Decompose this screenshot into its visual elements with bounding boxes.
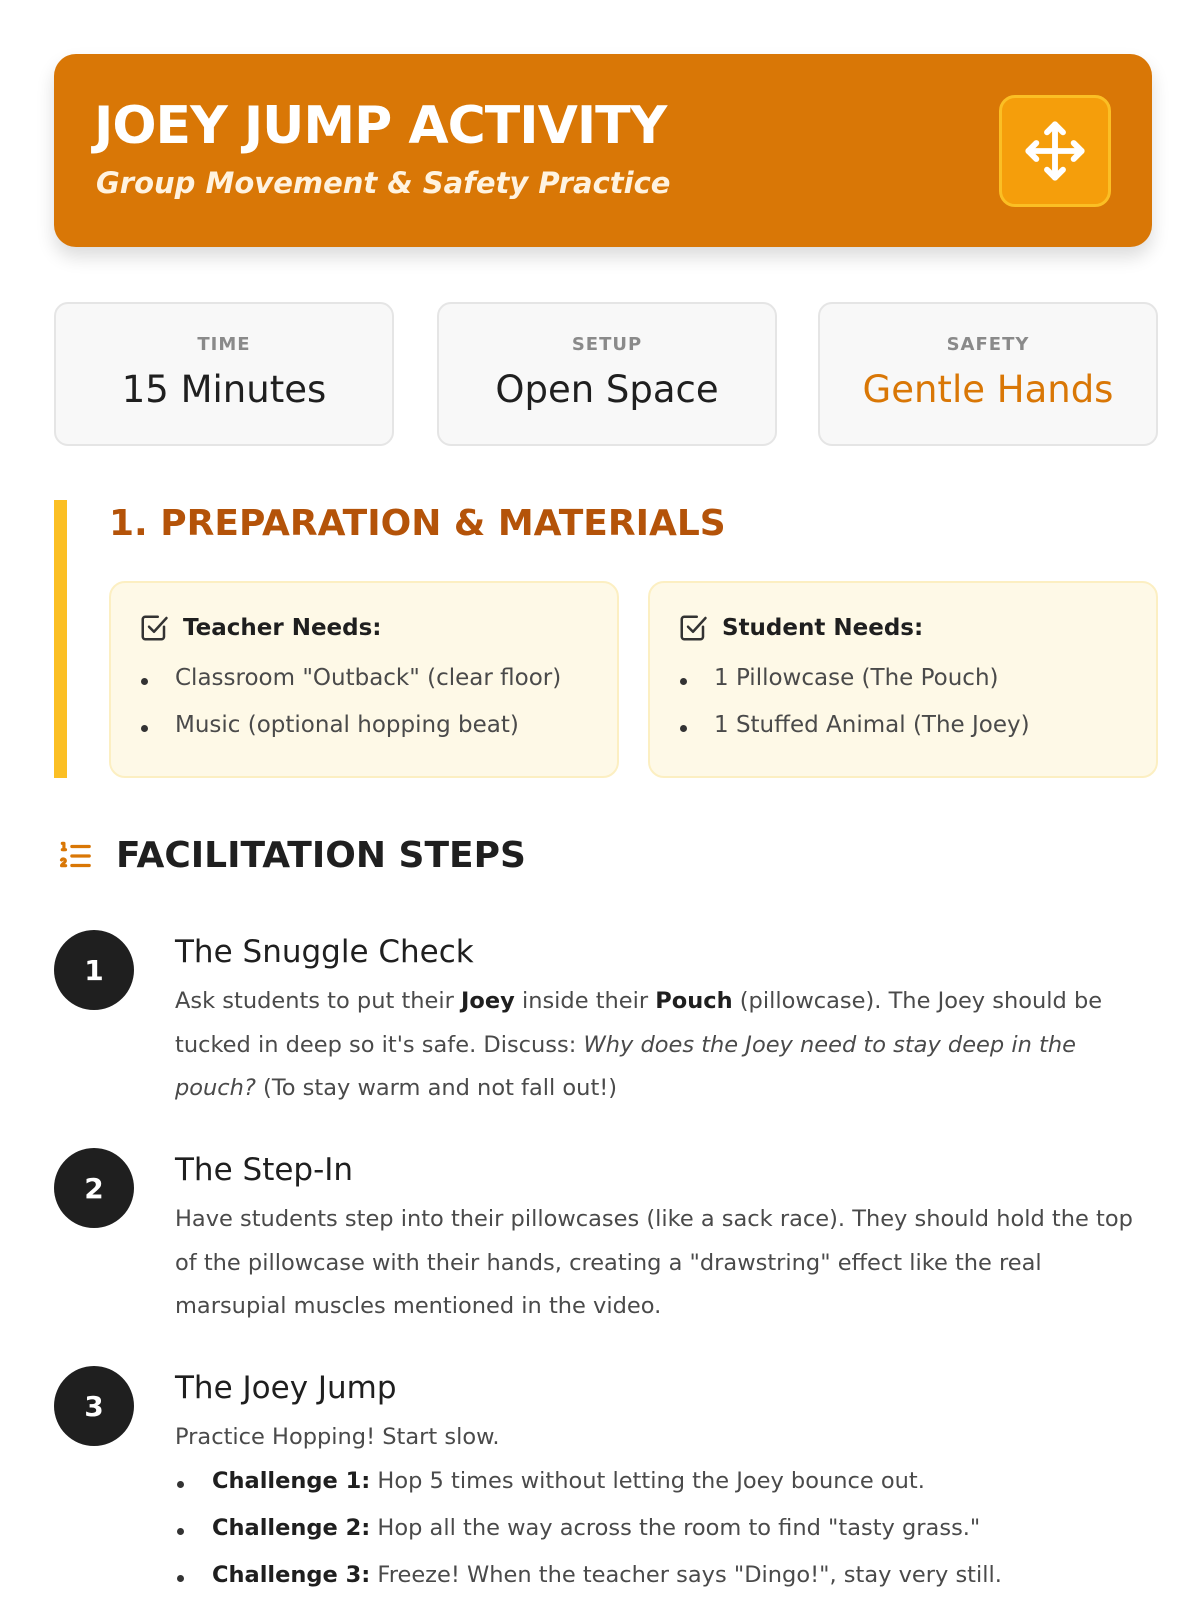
- challenge-label: Challenge 1:: [212, 1468, 371, 1494]
- step-number-badge: 2: [54, 1148, 134, 1228]
- facilitation-header: [56, 835, 526, 876]
- step-number-badge: 3: [54, 1366, 134, 1446]
- stat-card-setup: [437, 302, 777, 446]
- facilitation-heading: FACILITATION STEPS: [116, 835, 526, 876]
- stat-value: Gentle Hands: [862, 368, 1114, 411]
- page-title: JOEY JUMP ACTIVITY: [94, 96, 667, 156]
- stat-card-time: [54, 302, 394, 446]
- step-description: Ask students to put their Joey inside their Pouch (pillowcase). The Joey should be tucked in deep so it's safe. Discuss: Why does the Joey need to stay deep in the pouch? (To stay warm and not fall out!): [175, 988, 1103, 1101]
- teacher-needs-card: [109, 581, 619, 778]
- challenge-item: Challenge 1: Hop 5 times without letting the Joey bounce out.: [175, 1468, 1002, 1515]
- step-number-badge: 1: [54, 930, 134, 1010]
- teacher-needs-heading: Teacher Needs:: [183, 615, 382, 641]
- stat-label: SETUP: [571, 334, 643, 355]
- emphasis-text: Pouch: [655, 988, 733, 1014]
- discussion-question: Why does the Joey need to stay deep in the pouch?: [175, 1031, 1076, 1101]
- step-description: Have students step into their pillowcases (like a sack race). They should hold the top of the pillowcase with their hands, creating a "drawstring" effect like the real marsupial muscles mentioned in the video.: [175, 1206, 1133, 1319]
- checkbox-icon: [139, 613, 169, 643]
- challenge-item: Challenge 3: Freeze! When the teacher says "Dingo!", stay very still.: [175, 1562, 1002, 1600]
- student-needs-card: [648, 581, 1158, 778]
- preparation-heading: 1. PREPARATION & MATERIALS: [109, 503, 726, 544]
- step-description: Practice Hopping! Start slow.: [175, 1424, 500, 1450]
- student-needs-header: [678, 613, 923, 643]
- list-item: 1 Stuffed Animal (The Joey): [678, 712, 1030, 759]
- challenge-label: Challenge 2:: [212, 1515, 371, 1541]
- stat-card-safety: [818, 302, 1158, 446]
- checkbox-icon: [678, 613, 708, 643]
- stat-label: SAFETY: [946, 334, 1030, 355]
- list-item: 1 Pillowcase (The Pouch): [678, 665, 1030, 712]
- section-accent-bar: [54, 500, 67, 778]
- activity-header: [54, 54, 1152, 247]
- move-arrows-icon: [1023, 119, 1087, 183]
- step-title: The Joey Jump: [175, 1370, 397, 1406]
- step-title: The Snuggle Check: [175, 934, 474, 970]
- challenge-label: Challenge 3:: [212, 1562, 371, 1588]
- teacher-needs-list: [139, 665, 561, 759]
- challenge-list: [175, 1468, 1002, 1600]
- teacher-needs-header: [139, 613, 382, 643]
- step-title: The Step-In: [175, 1152, 354, 1188]
- page-subtitle: Group Movement & Safety Practice: [96, 166, 671, 200]
- list-item: Music (optional hopping beat): [139, 712, 561, 759]
- numbered-list-icon: [56, 837, 94, 875]
- list-item: Classroom "Outback" (clear floor): [139, 665, 561, 712]
- student-needs-heading: Student Needs:: [722, 615, 924, 641]
- stat-label: TIME: [197, 334, 251, 355]
- stat-value: 15 Minutes: [121, 368, 327, 411]
- stat-value: Open Space: [495, 368, 719, 411]
- emphasis-text: Joey: [461, 988, 515, 1014]
- challenge-item: Challenge 2: Hop all the way across the room to find "tasty grass.": [175, 1515, 1002, 1562]
- student-needs-list: [678, 665, 1030, 759]
- header-icon-badge: [999, 95, 1111, 207]
